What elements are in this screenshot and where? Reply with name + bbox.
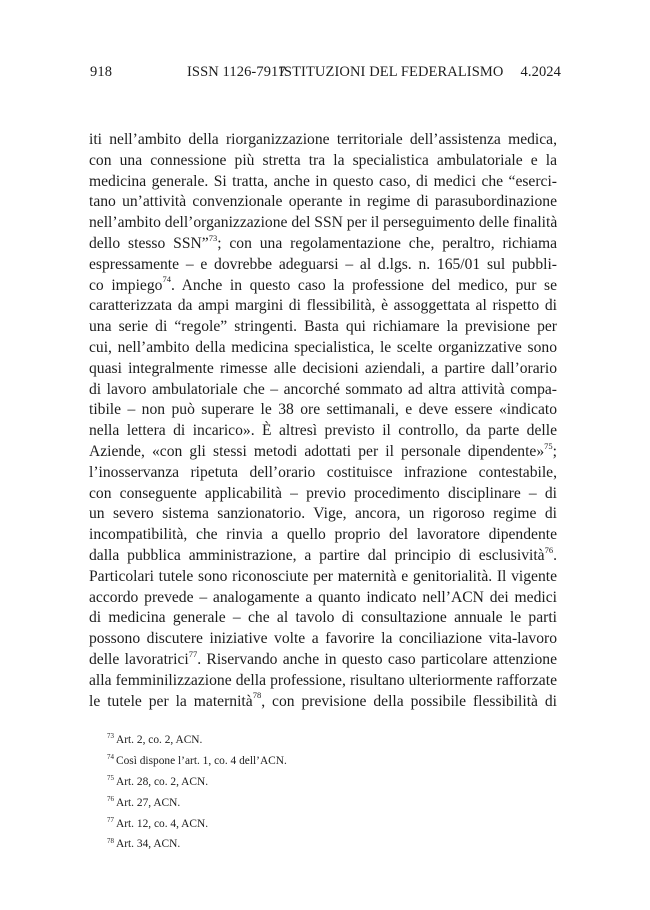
footnote-ref-77[interactable]: 77 xyxy=(188,648,198,659)
body-line: nell’ambito dell’organizzazione del SSN per il perseguimento delle finalità xyxy=(89,214,558,232)
body-line: una serie di “regole” stringenti. Basta qui richiamare la previsione per xyxy=(89,318,557,336)
footnote-76 xyxy=(107,793,287,814)
footnote-text: Art. 34, ACN. xyxy=(116,838,181,851)
issue-number: 4.2024 xyxy=(520,64,561,80)
footnote-text: Così dispone l’art. 1, co. 4 dell’ACN. xyxy=(116,754,287,767)
journal-title: ISTITUZIONI DEL FEDERALISMO xyxy=(279,64,504,80)
body-text-run: . Riservando anche in questo caso particolare attenzione xyxy=(197,650,557,668)
body-line: un severo sistema sanzionatorio. Vige, ancora, un rigoroso regime di xyxy=(89,505,557,523)
footnote-ref-76[interactable]: 76 xyxy=(544,544,554,555)
footnote-number: 76 xyxy=(107,794,114,803)
body-line: iti nell’ambito della riorganizzazione territoriale dell’assistenza medica, xyxy=(89,131,557,148)
body-line: con una connessione più stretta tra la specialistica ambulatoriale e la xyxy=(89,151,557,169)
body-line xyxy=(89,234,557,255)
footnote-text: Art. 28, co. 2, ACN. xyxy=(116,775,209,788)
body-line: alla femminilizzazione della professione, risultano ulteriormente rafforzate xyxy=(89,671,557,689)
body-line: quasi integralmente rimesse alle decisioni aziendali, a partire dall’orario xyxy=(89,359,557,377)
footnote-ref-74[interactable]: 74 xyxy=(162,274,171,285)
body-line xyxy=(89,442,557,463)
issn: ISSN 1126-7917 xyxy=(187,64,286,80)
body-line: tibile – non può superare le 38 ore settimanali, e deve essere «indicato xyxy=(89,401,557,419)
body-line xyxy=(89,692,557,713)
page-number: 918 xyxy=(90,64,113,80)
body-text-run: dalla pubblica amministrazione, a partire dal principio di esclusività xyxy=(89,546,545,564)
footnote-ref-73[interactable]: 73 xyxy=(208,232,218,243)
footnote-73 xyxy=(107,730,287,751)
footnote-number: 78 xyxy=(107,836,114,845)
body-line: espressamente – e dovrebbe adeguarsi – al d.lgs. n. 165/01 sul pubbli- xyxy=(89,255,557,273)
body-text xyxy=(89,130,557,712)
body-text-run: ; con una regolamentazione che, peraltro, richiama xyxy=(217,234,557,252)
body-line: cui, nell’ambito della medicina specialistica, le scelte organizzative sono xyxy=(89,338,557,356)
footnote-74 xyxy=(107,751,287,772)
body-text-run: dello stesso SSN” xyxy=(89,234,209,252)
body-line: nella lettera di incarico». È altresì previsto il controllo, da parte delle xyxy=(89,422,557,440)
body-line xyxy=(89,546,557,567)
body-line: medicina generale. Si tratta, anche in questo caso, di medici che “eserci- xyxy=(89,172,557,190)
body-line: di medicina generale – che al tavolo di consultazione annuale le parti xyxy=(89,609,557,627)
footnote-78 xyxy=(107,834,287,855)
footnote-text: Art. 27, ACN. xyxy=(116,796,181,809)
body-text-run: , con previsione della possibile flessibilità di xyxy=(261,692,558,710)
body-line: incompatibilità, che rinvia a quello proprio del lavoratore dipendente xyxy=(89,526,557,544)
footnote-75 xyxy=(107,772,287,793)
body-text-run: le tutele per la maternità xyxy=(89,692,253,710)
body-line xyxy=(89,276,557,297)
body-text-run: Aziende, «con gli stessi metodi adottati per il personale dipendente» xyxy=(89,442,545,460)
body-text-run: delle lavoratrici xyxy=(89,650,189,668)
footnote-text: Art. 12, co. 4, ACN. xyxy=(116,817,209,830)
footnote-number: 74 xyxy=(107,753,114,762)
body-line: di lavoro ambulatoriale che – ancorché sommato ad altra attività compa- xyxy=(89,380,557,398)
body-line: accordo prevede – analogamente a quanto indicato nell’ACN dei medici xyxy=(89,588,557,606)
footnote-text: Art. 2, co. 2, ACN. xyxy=(116,734,203,746)
footnote-77 xyxy=(107,814,287,835)
footnote-number: 75 xyxy=(107,773,114,782)
body-line: con conseguente applicabilità – previo procedimento disciplinare – di xyxy=(89,484,557,502)
body-line xyxy=(89,650,557,671)
footnote-number: 77 xyxy=(107,815,114,824)
footnote-number: 73 xyxy=(107,732,114,741)
body-line: Particolari tutele sono riconosciute per maternità e genitorialità. Il vigente xyxy=(89,567,557,585)
body-text-run: . xyxy=(553,546,557,564)
body-line: l’inosservanza ripetuta dell’orario costituisce infrazione contestabile, xyxy=(89,463,557,481)
footnote-ref-75[interactable]: 75 xyxy=(544,440,553,451)
body-line: possono discutere iniziative volte a favorire la conciliazione vita-lavoro xyxy=(89,630,557,648)
body-text-run: . Anche in questo caso la professione del medico, pur se xyxy=(170,276,557,294)
body-text-run: ; xyxy=(552,442,557,460)
body-line: tano un’attività convenzionale operante in regime di parasubordinazione xyxy=(89,193,557,211)
running-head xyxy=(90,64,561,84)
footnotes xyxy=(107,730,287,855)
body-line: caratterizzata da ampi margini di flessibilità, è assoggettata al rispetto di xyxy=(89,297,557,315)
body-text-run: co impiego xyxy=(89,276,163,294)
footnote-ref-78[interactable]: 78 xyxy=(252,690,262,701)
